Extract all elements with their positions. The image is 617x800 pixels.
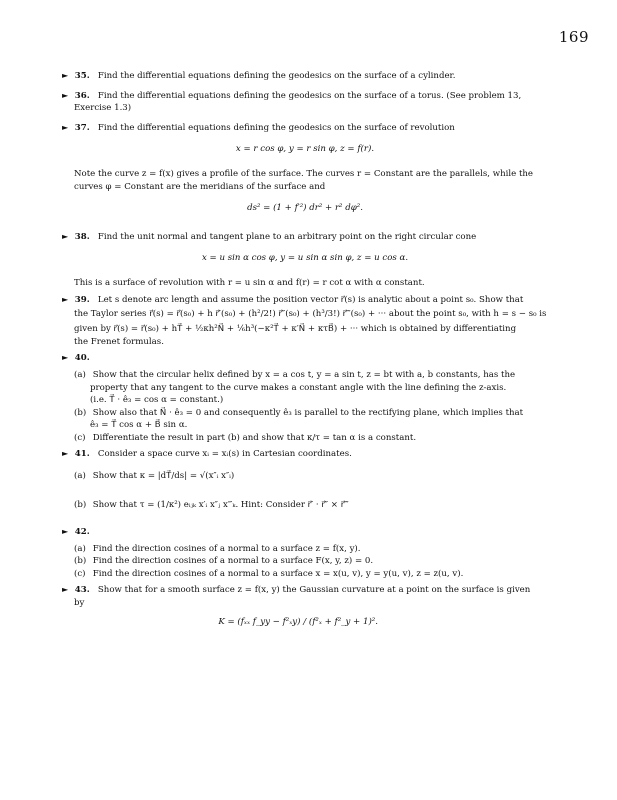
subpart-label: (a) [74, 369, 86, 380]
problem-number: 42. [74, 527, 90, 538]
subpart-label: (c) [74, 568, 86, 579]
problem-text: Consider a space curve xᵢ = xᵢ(s) in Cartesian coordinates. [97, 449, 352, 460]
problem-text: Find the differential equations defining the geodesics on the surface of revolution [97, 122, 455, 133]
subpart-text: Show that τ = (1/κ²) eᵢⱼₖ x′ᵢ x″ⱼ x‴ₖ. Hint: Consider r⃗′ · r⃗″ × r⃗‴ [92, 500, 349, 511]
page-number: 169 [558, 28, 589, 46]
subpart-text-continued: property that any tangent to the curve makes a constant angle with the line defining the z-axis. [90, 382, 507, 393]
triangle-marker-icon: ► [62, 71, 69, 80]
problem-list [62, 70, 548, 637]
problem-39 [62, 294, 548, 307]
problem-number: 40. [74, 353, 90, 364]
subpart-label: (b) [74, 556, 87, 567]
subpart-a [62, 369, 548, 407]
subpart-text: Show that the circular helix defined by x = a cos t, y = a sin t, z = bt with a, b constants, has the [92, 369, 516, 380]
problem-text-continued: by [74, 598, 85, 609]
problem-number: 36. [74, 90, 90, 101]
triangle-marker-icon: ► [62, 90, 69, 100]
problem-number: 37. [74, 122, 90, 133]
problem-text: Find the unit normal and tangent plane to an arbitrary point on the right circular cone [97, 231, 477, 242]
problem-note: This is a surface of revolution with r = u sin α and f(r) = r cot α with α constant. [74, 277, 425, 288]
cone-equation: x = u sin α cos φ, y = u sin α sin φ, z = u cos α. [201, 253, 409, 264]
subpart-c [62, 568, 548, 581]
gaussian-curvature-equation: K = (fₓₓ f_yy − f²ₓy) / (f²ₓ + f²_y + 1)². [218, 616, 378, 627]
triangle-marker-icon: ► [62, 122, 69, 132]
subpart-c [62, 432, 548, 445]
subpart-text: Show also that N⃗ · ê₃ = 0 and consequently ê₃ is parallel to the rectifying plane, which implies that [92, 407, 524, 418]
problem-42 [62, 526, 548, 539]
problem-number: 41. [74, 449, 90, 460]
problem-text: Show that for a smooth surface z = f(x, y) the Gaussian curvature at a point on the surface is given [97, 585, 531, 596]
subpart-label: (a) [74, 543, 86, 554]
problem-35 [62, 70, 548, 83]
subpart-text-continued: ê₃ = T⃗ cos α + B⃗ sin α. [90, 420, 188, 431]
subpart-text: Find the direction cosines of a normal to a surface F(x, y, z) = 0. [92, 556, 374, 567]
problem-note: Note the curve z = f(x) gives a profile of the surface. The curves r = Constant are the parallels, while the [74, 168, 534, 179]
problem-number: 35. [74, 71, 90, 81]
subpart-text: Show that κ = |dT⃗/ds| = √(x″ᵢ x″ᵢ) [92, 471, 235, 482]
subpart-b [62, 494, 548, 516]
subpart-label: (c) [74, 432, 86, 443]
problem-number: 38. [74, 231, 90, 242]
subpart-text-continued: (i.e. T⃗ · ê₃ = cos α = constant.) [90, 395, 224, 406]
metric-equation: ds² = (1 + f′²) dr² + r² dφ². [247, 203, 363, 214]
problem-number: 39. [74, 294, 90, 305]
problem-text: Find the differential equations defining the geodesics on the surface of a torus. (See problem 13, [97, 90, 522, 101]
problem-text-continued: Exercise 1.3) [74, 103, 132, 114]
subpart-b [62, 407, 548, 432]
triangle-marker-icon: ► [62, 449, 69, 459]
problem-text: Find the differential equations defining the geodesics on the surface of a cylinder. [97, 71, 456, 81]
triangle-marker-icon: ► [62, 294, 69, 304]
taylor-series-line: the Taylor series r⃗(s) = r⃗(s₀) + h r⃗′(s₀) + (h²/2!) r⃗″(s₀) + (h³/3!) r⃗‴(s₀) + ··· about the point s₀, with h = s − s₀ is [74, 309, 547, 320]
triangle-marker-icon: ► [62, 527, 69, 537]
problem-43 [62, 584, 548, 597]
subpart-a [62, 543, 548, 556]
subpart-label: (a) [74, 471, 86, 482]
frenet-expansion-line: given by r⃗(s) = r⃗(s₀) + hT⃗ + ½κh²N⃗ + ⅙h³(−κ²T⃗ + κ′N⃗ + κτB⃗) + ··· which is obtained by differentiating [74, 324, 517, 335]
triangle-marker-icon: ► [62, 231, 69, 241]
problem-text-continued: the Frenet formulas. [74, 336, 164, 347]
problem-40 [62, 352, 548, 365]
problem-36 [62, 90, 548, 103]
problem-note: curves φ = Constant are the meridians of the surface and [74, 181, 326, 192]
subpart-label: (b) [74, 407, 87, 418]
problem-37 [62, 122, 548, 135]
triangle-marker-icon: ► [62, 353, 69, 363]
problem-text: Let s denote arc length and assume the position vector r⃗(s) is analytic about a point s₀. Show that [97, 294, 524, 305]
surface-of-revolution-equation: x = r cos φ, y = r sin φ, z = f(r). [235, 144, 375, 155]
subpart-b [62, 555, 548, 568]
subpart-text: Differentiate the result in part (b) and show that κ/τ = tan α is a constant. [92, 432, 417, 443]
subpart-text: Find the direction cosines of a normal to a surface x = x(u, v), y = y(u, v), z = z(u, v). [92, 568, 464, 579]
problem-number: 43. [74, 585, 90, 596]
problem-41 [62, 448, 548, 461]
subpart-label: (b) [74, 500, 87, 511]
problem-38 [62, 231, 548, 244]
subpart-a [62, 465, 548, 487]
triangle-marker-icon: ► [62, 585, 69, 595]
subpart-text: Find the direction cosines of a normal to a surface z = f(x, y). [92, 543, 361, 554]
